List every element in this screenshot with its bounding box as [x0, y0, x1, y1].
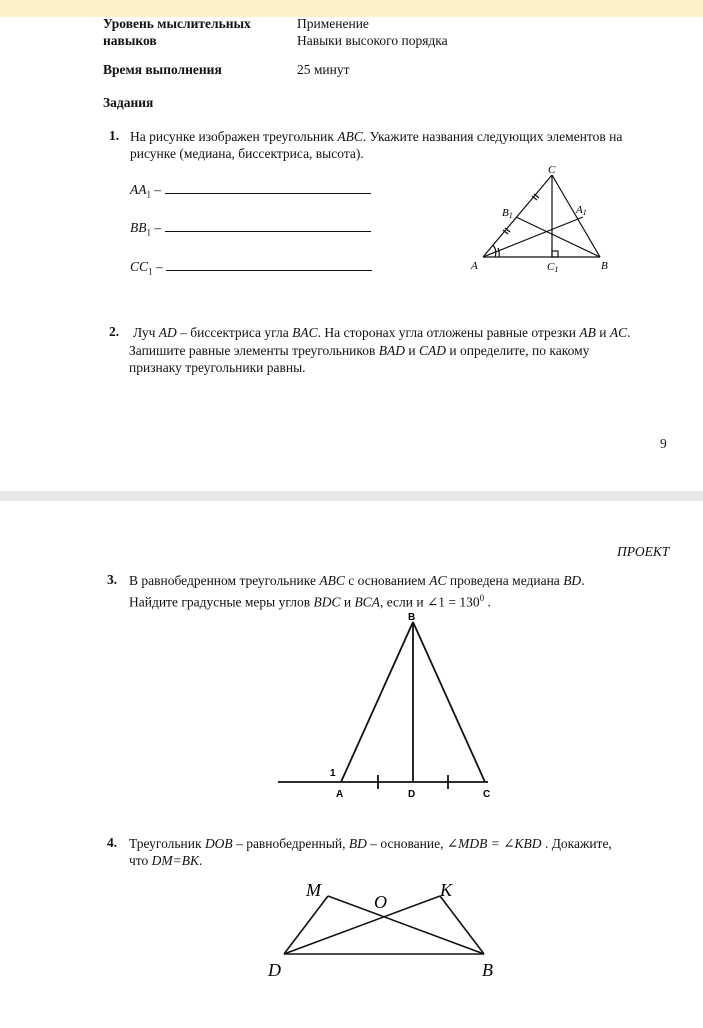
label-b: B [482, 960, 493, 980]
tasks-heading: Задания [103, 95, 154, 110]
task1-field-aa1: $AA_1$ – [130, 180, 371, 200]
label-m: M [306, 880, 321, 900]
side-ab [341, 622, 413, 782]
label-a: A [336, 789, 344, 800]
task3-line1: В равнобедренном треугольнике ABC с основанием AC проведена медиана BD. [129, 573, 585, 588]
label-b: B [601, 260, 608, 272]
page-separator [0, 491, 703, 501]
task2-line1: Луч AD – биссектриса угла BAC. На сторонах угла отложены равные отрезки AB и AC. [133, 325, 631, 340]
task3-number: 3. [107, 572, 118, 587]
label-a: A [471, 260, 478, 272]
segment-mb [328, 896, 484, 954]
page-number: 9 [660, 436, 667, 451]
task1-field-cc1: $CC_1$ – [130, 257, 372, 277]
label-c1: C1 [547, 261, 559, 274]
side-bc [413, 622, 485, 782]
label-c: C [483, 789, 491, 800]
top-banner [0, 0, 703, 17]
task2-line2: Запишите равные элементы треугольников BAD и CAD и определите, по какому [129, 343, 590, 358]
right-angle-mark [552, 251, 558, 257]
task2-line3: признаку треугольники равны. [129, 360, 306, 375]
angle-arc-1 [493, 245, 496, 257]
label-a1: A1 [576, 204, 587, 217]
task3-line2: Найдите градусные меры углов BDC и BCA, если и ∠1 = $130^0$ . [129, 593, 491, 610]
angle-arc-2 [498, 248, 499, 257]
task2-number: 2. [109, 324, 120, 339]
task1-text: На рисунке изображен треугольник ABC. Укажите названия следующих элементов на [130, 129, 623, 144]
label-d: D [268, 960, 281, 980]
time-value: 25 минут [297, 62, 350, 77]
time-label: Время выполнения [103, 62, 222, 77]
label-c: C [548, 164, 556, 176]
skills-value-2: Навыки высокого порядка [297, 33, 448, 48]
task4-number: 4. [107, 835, 118, 850]
project-label: ПРОЕКТ [617, 544, 670, 559]
skills-label-line2: навыков [103, 33, 157, 48]
label-k: K [440, 880, 453, 900]
task4-line2: что DM=BK. [129, 853, 203, 868]
task1-text-line2: рисунке (медиана, биссектриса, высота). [130, 146, 364, 161]
skills-label-line1: Уровень мыслительных [103, 16, 251, 31]
skills-value-1: Применение [297, 16, 369, 31]
label-angle-1: 1 [330, 768, 336, 779]
segment-kd [284, 896, 440, 954]
side-cb [552, 175, 600, 257]
label-b: B [408, 612, 416, 623]
task1-number: 1. [109, 128, 120, 143]
side-ac [483, 175, 552, 257]
label-o: O [374, 892, 387, 912]
label-d: D [408, 789, 416, 800]
task1-triangle-figure [465, 160, 625, 275]
task4-line1: Треугольник DOB – равнобедренный, BD – основание, ∠MDB = ∠KBD . Докажите, [129, 836, 612, 851]
task3-triangle-figure [270, 606, 510, 802]
segment-aa1 [483, 217, 583, 257]
task1-field-bb1: $BB_1$ – [130, 218, 371, 238]
task4-figure [262, 874, 512, 984]
label-b1: B1 [502, 207, 513, 220]
